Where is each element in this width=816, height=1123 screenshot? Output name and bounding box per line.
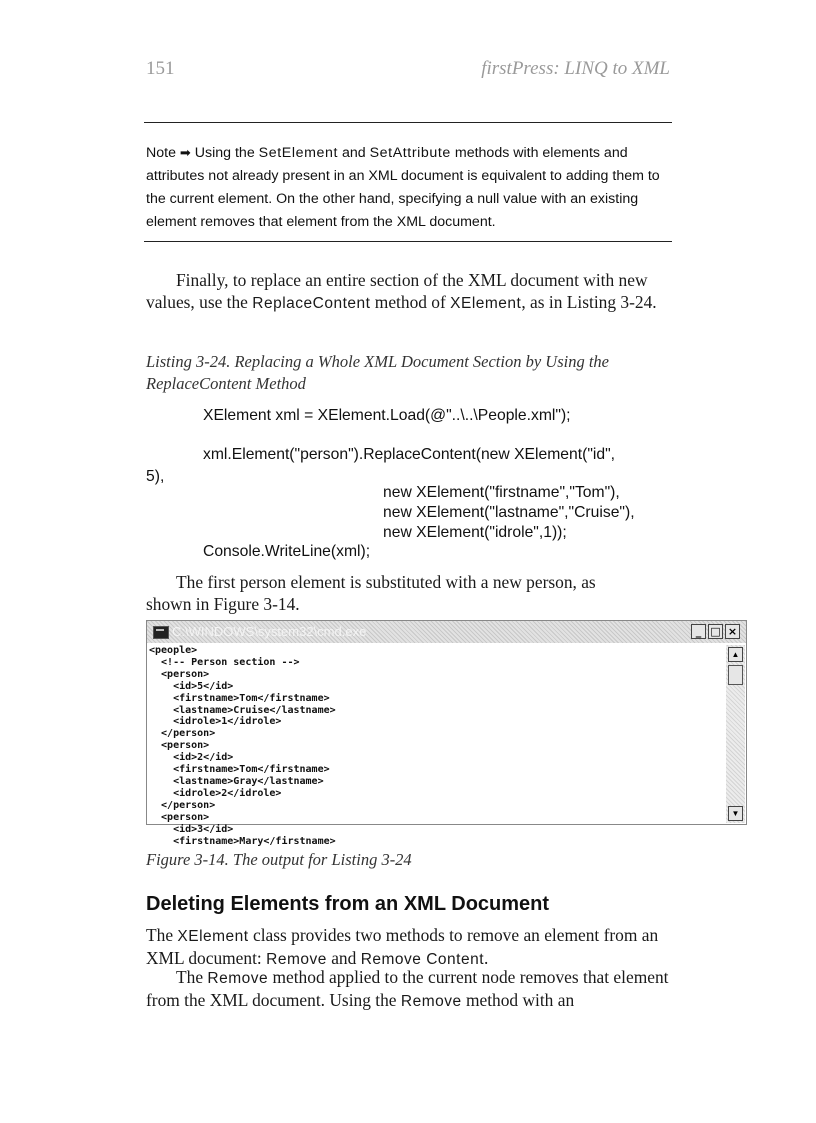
term-remove: Remove: [400, 992, 462, 1010]
term-xelement: XElement: [177, 928, 249, 945]
cmd-output-line: <lastname>Gray</lastname>: [149, 775, 324, 787]
term-replacecontent: ReplaceContent: [252, 294, 371, 312]
note-line-4: element removes that element from the XML document.: [146, 214, 496, 230]
cmd-output-line: <!-- Person section -->: [149, 656, 300, 668]
code-line-7: Console.WriteLine(xml);: [203, 543, 371, 560]
term-remove: Remove: [266, 950, 327, 968]
cmd-output-line: <people>: [149, 645, 198, 656]
page-number: 151: [146, 58, 175, 79]
term-remove: Remove: [207, 970, 269, 987]
cmd-output-line: <idrole>1</idrole>: [149, 716, 282, 728]
paragraph-first-person: The first person element is substituted with a new person, as shown in Figure 3-14.: [146, 572, 596, 614]
maximize-button[interactable]: □: [708, 624, 723, 639]
note-top-rule: [144, 122, 672, 123]
cmd-output: [149, 645, 723, 847]
cmd-output-line: <person>: [149, 811, 210, 823]
code-line-5: new XElement("lastname","Cruise"),: [383, 504, 635, 521]
note-label: Note: [146, 145, 176, 161]
cmd-output-line: <id>5</id>: [149, 680, 234, 692]
note-box: [146, 141, 672, 234]
cmd-output-line: <firstname>Mary</firstname>: [149, 835, 336, 847]
cmd-title: C:\WINDOWS\system32\cmd.exe: [172, 624, 367, 639]
section-heading: Deleting Elements from an XML Document: [146, 893, 550, 915]
minimize-button[interactable]: _: [691, 624, 706, 639]
cmd-app-icon: [153, 626, 169, 639]
note-term-setattribute: SetAttribute: [369, 145, 451, 161]
figure-caption: Figure 3-14. The output for Listing 3-24: [146, 850, 412, 869]
cmd-window: [146, 620, 747, 847]
paragraph-replace-content: Finally, to replace an entire section of the XML document with new values, use the ReplaceContent method of XElement, as in Listing 3-24.: [146, 270, 657, 312]
scroll-down-button[interactable]: ▼: [728, 806, 743, 821]
code-line-4: new XElement("firstname","Tom"),: [383, 484, 620, 501]
paragraph-xelement-methods: The XElement class provides two methods to remove an element from an XML document: Remove and Remove Content.: [146, 925, 659, 968]
code-line-6: new XElement("idrole",1));: [383, 524, 567, 541]
cmd-output-line: <person>: [149, 740, 210, 752]
code-line-2: xml.Element("person").ReplaceContent(new XElement("id",: [203, 446, 616, 463]
cmd-output-line: <id>2</id>: [149, 752, 234, 764]
cmd-output-line: </person>: [149, 728, 216, 740]
cmd-output-line: <person>: [149, 668, 210, 680]
note-term-setelement: SetElement: [258, 145, 339, 161]
note-line-2: attributes not already present in an XML document is equivalent to adding them to: [146, 168, 660, 184]
cmd-output-line: <id>3</id>: [149, 823, 234, 835]
cmd-output-line: <lastname>Cruise</lastname>: [149, 704, 336, 716]
note-bottom-rule: [144, 241, 672, 242]
close-button[interactable]: ×: [725, 624, 740, 639]
code-line-1: XElement xml = XElement.Load(@"..\..\People.xml");: [203, 407, 571, 424]
term-remove-content: Remove Content: [360, 950, 484, 968]
term-xelement: XElement: [450, 294, 522, 312]
cmd-output-line: <firstname>Tom</firstname>: [149, 692, 330, 704]
code-line-3: 5),: [146, 468, 165, 485]
cmd-scrollbar[interactable]: [726, 645, 745, 823]
note-line-1: Note ➡ Using the SetElement and SetAttribute methods with elements and: [146, 145, 628, 161]
cmd-output-line: <firstname>Tom</firstname>: [149, 764, 330, 776]
running-head: firstPress: LINQ to XML: [481, 58, 670, 79]
listing-caption: Listing 3-24. Replacing a Whole XML Document Section by Using the ReplaceContent Method: [146, 352, 609, 393]
note-line-3: the current element. On the other hand, specifying a null value with an existing: [146, 191, 639, 207]
cmd-title-bar[interactable]: [147, 621, 746, 643]
paragraph-remove-method: The Remove method applied to the current node removes that element from the XML document. Using the Remove method with an: [146, 967, 669, 1010]
scroll-thumb[interactable]: [728, 665, 743, 685]
arrow-icon: ➡: [179, 145, 191, 160]
scroll-up-button[interactable]: ▲: [728, 647, 743, 662]
cmd-output-line: </person>: [149, 799, 216, 811]
cmd-output-line: <idrole>2</idrole>: [149, 787, 282, 799]
